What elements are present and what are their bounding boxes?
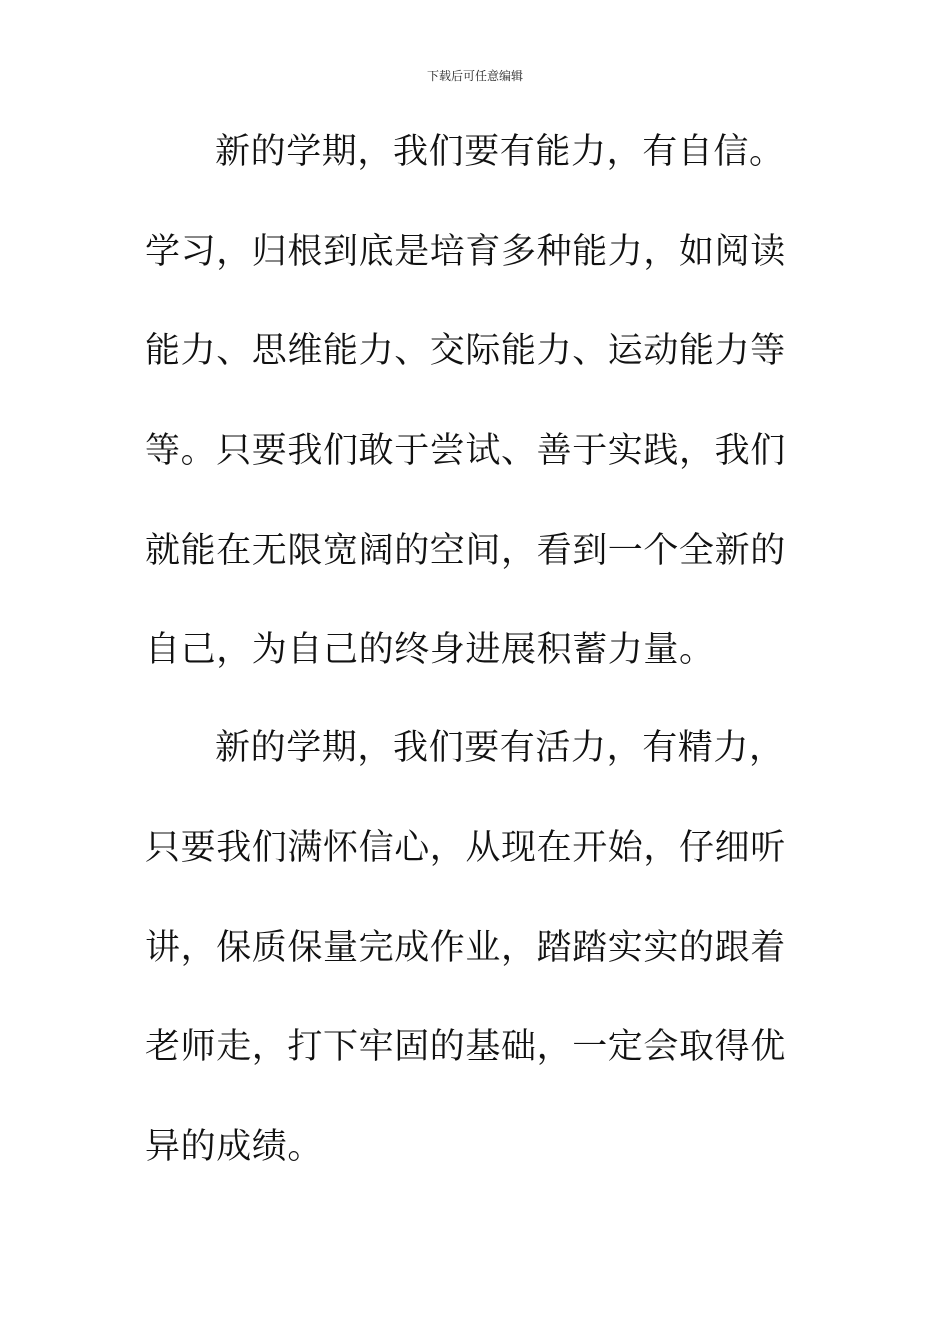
- paragraph-2-line-1: 新的学期，我们要有活力，有精力，: [215, 728, 785, 768]
- paragraph-1-line-5: 就能在无限宽阔的空间，看到一个全新的: [145, 531, 786, 571]
- paragraph-1-line-4: 等。只要我们敢于尝试、善于实践，我们: [145, 431, 786, 471]
- paragraph-2-line-3: 讲，保质保量完成作业，踏踏实实的跟着: [145, 928, 786, 968]
- paragraph-1-line-3: 能力、思维能力、交际能力、运动能力等: [145, 331, 786, 371]
- paragraph-2-line-5: 异的成绩。: [145, 1127, 324, 1167]
- paragraph-1-line-1: 新的学期，我们要有能力，有自信。: [215, 132, 785, 172]
- paragraph-1-line-2: 学习，归根到底是培育多种能力，如阅读: [145, 232, 786, 272]
- paragraph-2-line-2: 只要我们满怀信心，从现在开始，仔细听: [145, 828, 786, 868]
- paragraph-2-line-4: 老师走，打下牢固的基础，一定会取得优: [145, 1027, 786, 1067]
- paragraph-1-line-6: 自己，为自己的终身进展积蓄力量。: [145, 630, 715, 670]
- page-header: 下载后可任意编辑: [426, 69, 523, 83]
